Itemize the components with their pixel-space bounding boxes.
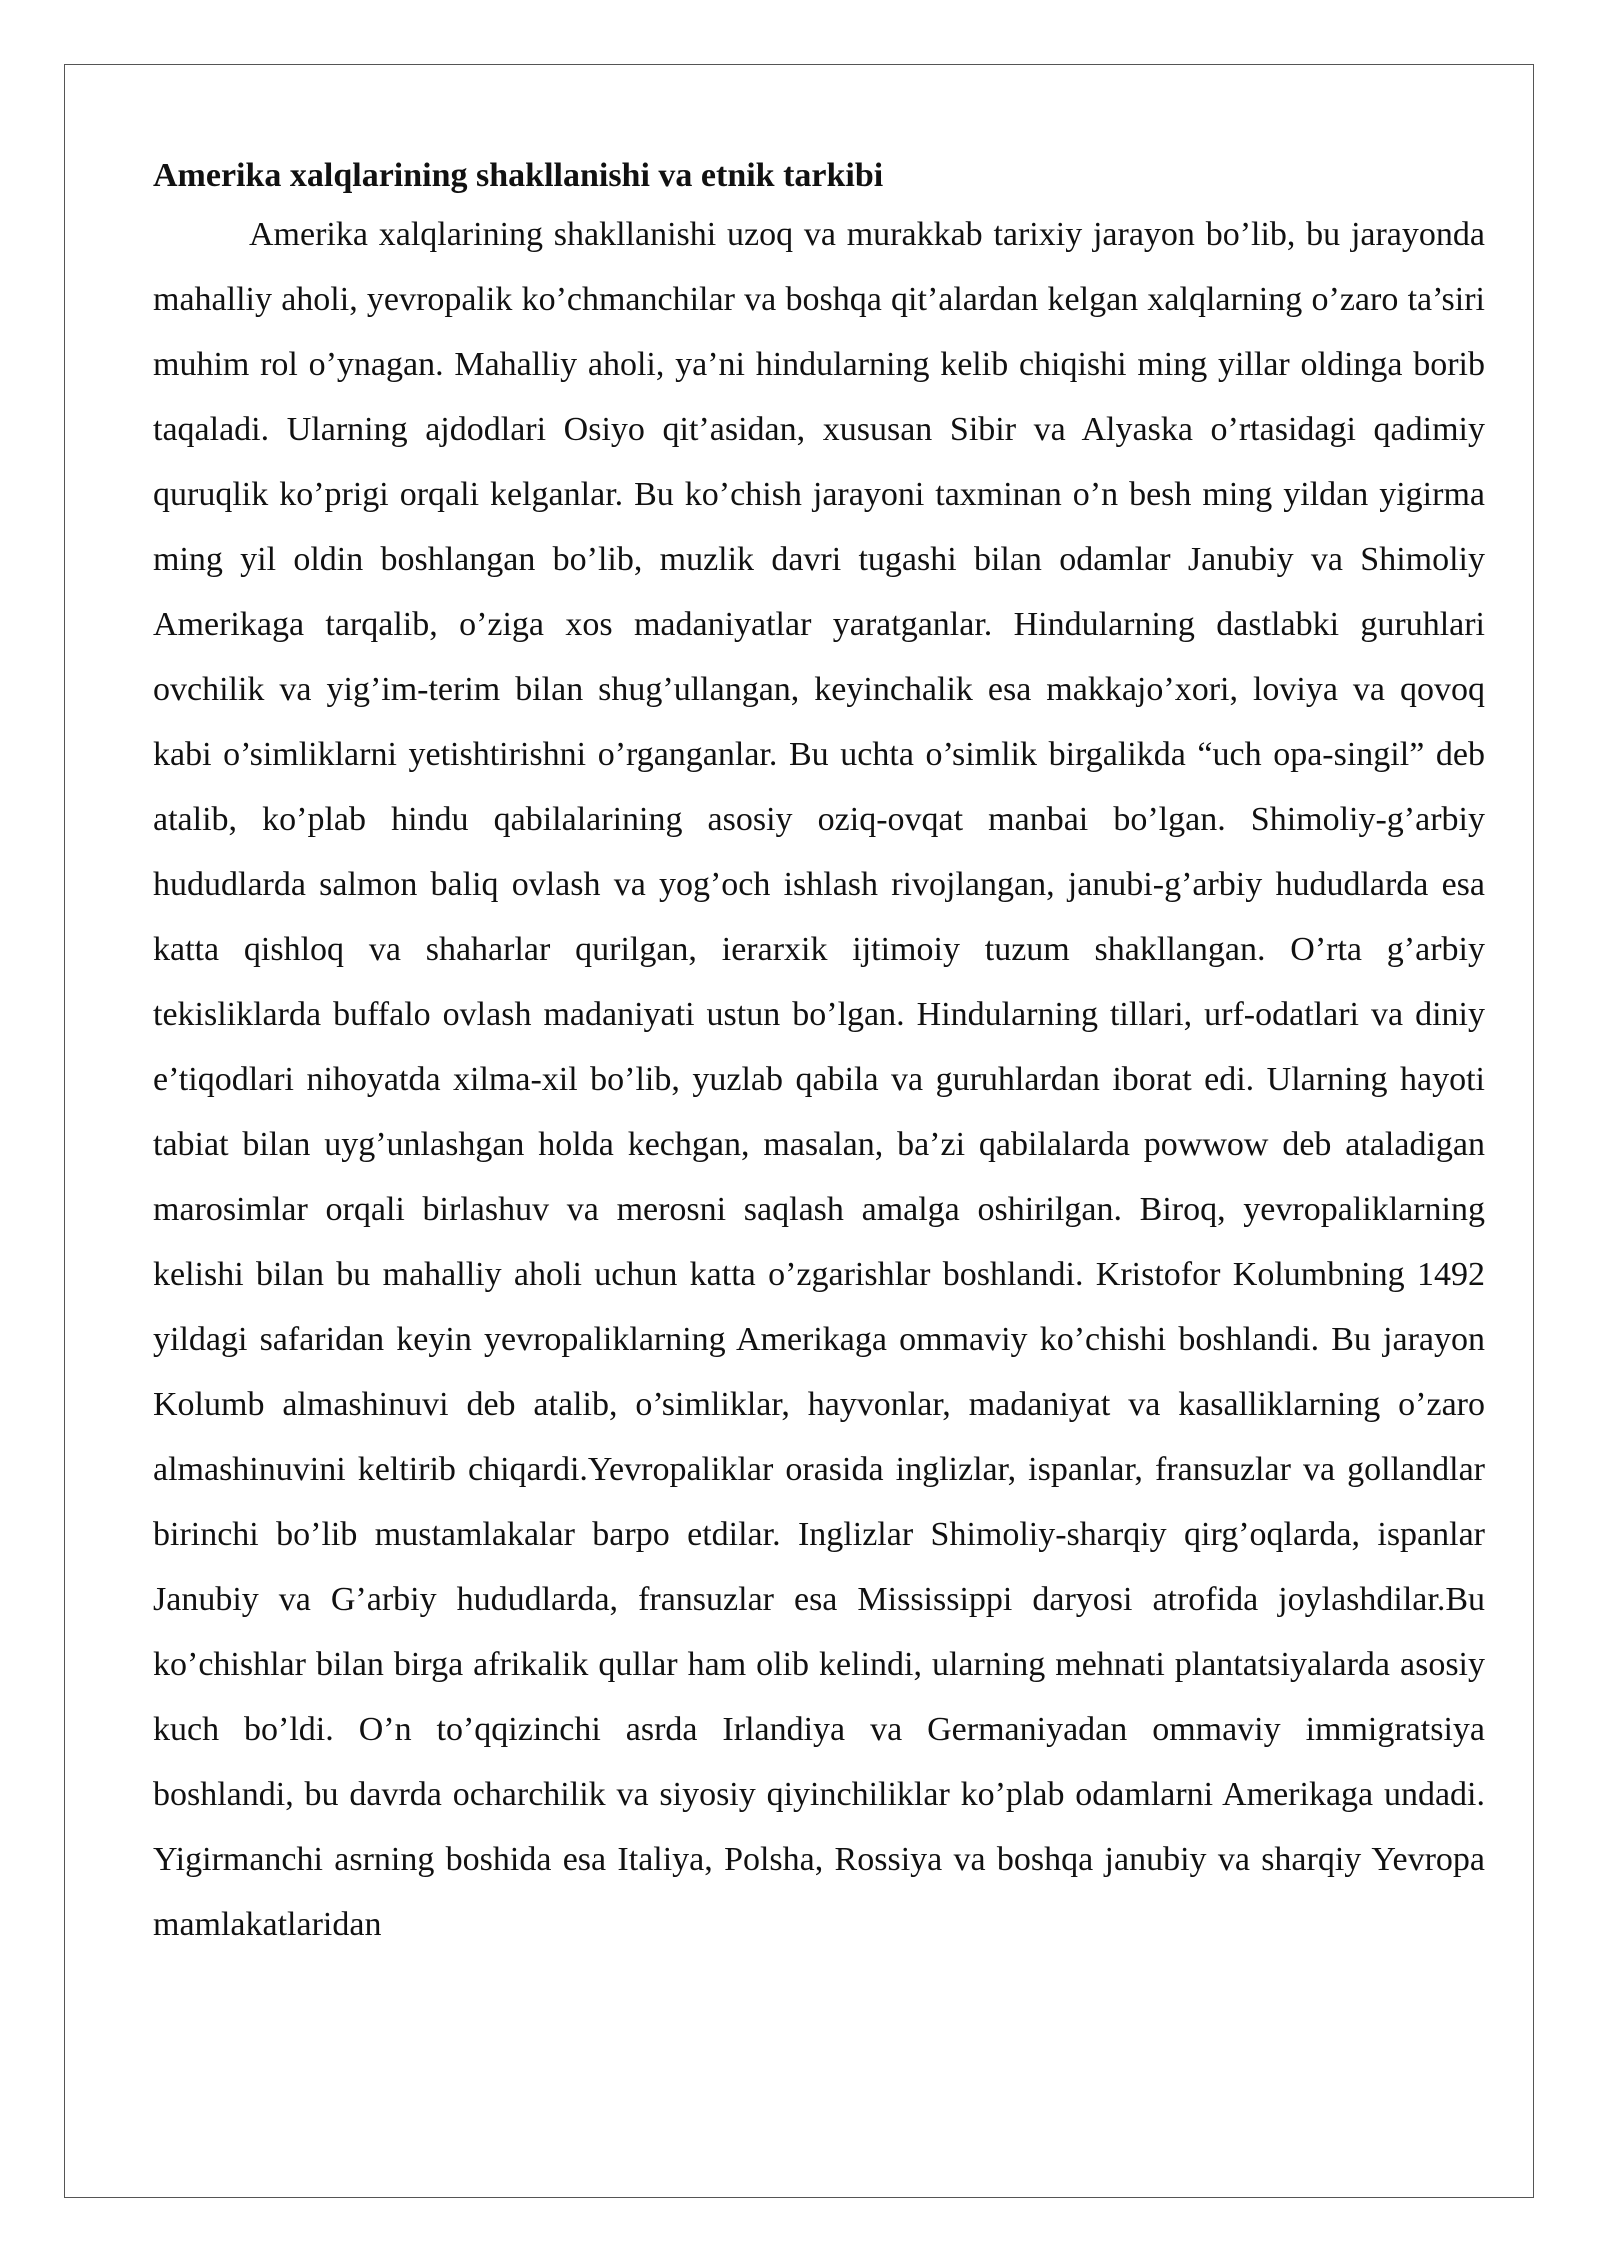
document-title: Amerika xalqlarining shakllanishi va etnik tarkibi xyxy=(153,157,884,194)
document-body xyxy=(153,150,1485,1957)
body-paragraph: Amerika xalqlarining shakllanishi uzoq va murakkab tarixiy jarayon bo’lib, bu jarayonda mahalliy aholi, yevropalik ko’chmanchilar va boshqa qit’alardan kelgan xalqlarning o’zaro ta’siri muhim rol o’ynagan. Mahalliy aholi, ya’ni hindularning kelib chiqishi ming yillar oldinga borib taqaladi. Ularning ajdodlari Osiyo qit’asidan, xususan Sibir va Alyaska o’rtasidagi qadimiy quruqlik ko’prigi orqali kelganlar. Bu ko’chish jarayoni taxminan o’n besh ming yildan yigirma ming yil oldin boshlangan bo’lib, muzlik davri tugashi bilan odamlar Janubiy va Shimoliy Amerikaga tarqalib, o’ziga xos madaniyatlar yaratganlar. Hindularning dastlabki guruhlari ovchilik va yig’im-terim bilan shug’ullangan, keyinchalik esa makkajo’xori, loviya va qovoq kabi o’simliklarni yetishtirishni o’rganganlar. Bu uchta o’simlik birgalikda “uch opa-singil” deb atalib, ko’plab hindu qabilalarining asosiy oziq-ovqat manbai bo’lgan. Shimoliy-g’arbiy hududlarda salmon baliq ovlash va yog’och ishlash rivojlangan, janubi-g’arbiy hududlarda esa katta qishloq va shaharlar qurilgan, ierarxik ijtimoiy tuzum shakllangan. O’rta g’arbiy tekisliklarda buffalo ovlash madaniyati ustun bo’lgan. Hindularning tillari, urf-odatlari va diniy e’tiqodlari nihoyatda xilma-xil bo’lib, yuzlab qabila va guruhlardan iborat edi. Ularning hayoti tabiat bilan uyg’unlashgan holda kechgan, masalan, ba’zi qabilalarda powwow deb ataladigan marosimlar orqali birlashuv va merosni saqlash amalga oshirilgan. Biroq, yevropaliklarning kelishi bilan bu mahalliy aholi uchun katta o’zgarishlar boshlandi. Kristofor Kolumbning 1492 yildagi safaridan keyin yevropaliklarning Amerikaga ommaviy ko’chishi boshlandi. Bu jarayon Kolumb almashinuvi deb atalib, o’simliklar, hayvonlar, madaniyat va kasalliklarning o’zaro almashinuvini keltirib chiqardi.Yevropaliklar orasida inglizlar, ispanlar, fransuzlar va gollandlar birinchi bo’lib mustamlakalar barpo etdilar. Inglizlar Shimoliy-sharqiy qirg’oqlarda, ispanlar Janubiy va G’arbiy hududlarda, fransuzlar esa Mississippi daryosi atrofida joylashdilar.Bu ko’chishlar bilan birga afrikalik qullar ham olib kelindi, ularning mehnati plantatsiyalarda asosiy kuch bo’ldi. O’n to’qqizinchi asrda Irlandiya va Germaniyadan ommaviy immigratsiya boshlandi, bu davrda ocharchilik va siyosiy qiyinchiliklar ko’plab odamlarni Amerikaga undadi. Yigirmanchi asrning boshida esa Italiya, Polsha, Rossiya va boshqa janubiy va sharqiy Yevropa mamlakatlaridan xyxy=(153,216,1485,1943)
